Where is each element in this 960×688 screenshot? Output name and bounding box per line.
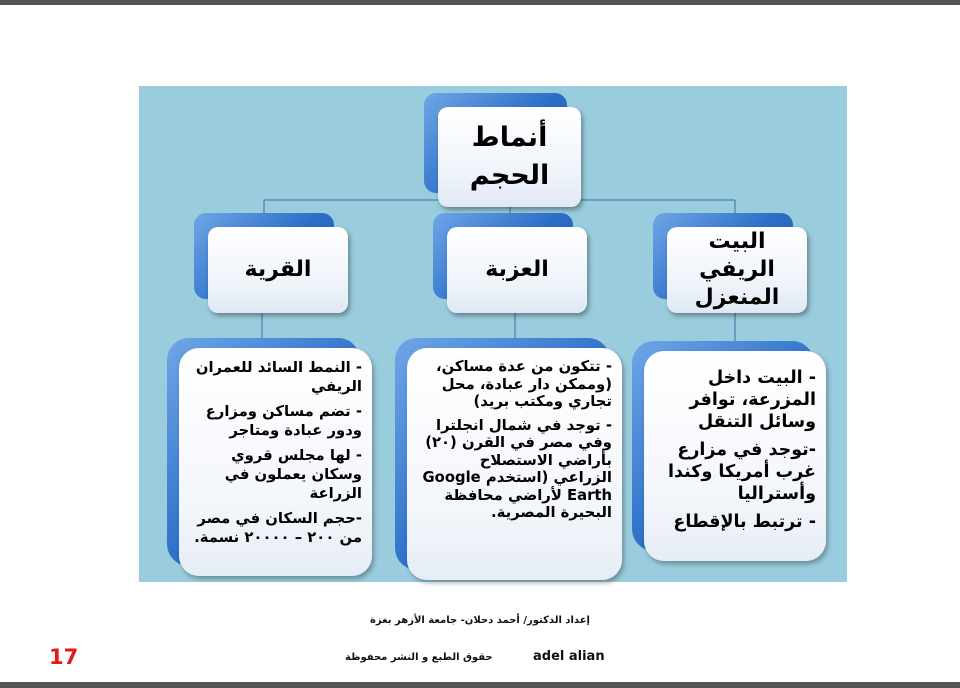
list-item: - تضم مساكن ومزارع ودور عبادة ومتاجر [205,403,362,439]
branch-label: العزبة [447,227,587,313]
list-item: - تتكون من عدة مساكن، (وممكن دار عبادة، محل تجاري ومكتب بريد) [435,358,612,410]
page-number: 17 [49,645,79,669]
list-item: - توجد في شمال انجلترا وفي مصر في القرن (٢٠) بأراضي الاستصلاح الزراعي (استخدم Google Earth لأراضي محافظة البحيرة المصرية. [422,416,612,521]
bottom-border [0,682,960,688]
branch-label: القرية [208,227,348,313]
content-box-village [179,348,372,576]
content-box-isolated-house [644,351,826,561]
branch-node-estate [447,227,587,313]
copyright-notice: حقوق الطبع و النشر محفوظة [345,652,493,663]
root-node-label: أنماط الحجم [438,107,581,207]
top-border [0,0,960,5]
list-item: - لها مجلس قروي وسكان يعملون في الزراعة [224,447,362,502]
root-node [438,107,581,207]
list-item: -توجد في مزارع غرب أمريكا وكندا وأستراليا [668,440,816,504]
author-name: adel alian [533,649,605,664]
list-item: -حجم السكان في مصر من ٢٠٠ – ٢٠٠٠٠ نسمة. [194,510,362,546]
list-item: - البيت داخل المزرعة، توافر وسائل التنقل [689,368,816,432]
list-item: - النمط السائد للعمران الريفي [195,359,362,395]
content-box-estate [407,348,622,580]
branch-label: البيت الريفي المنعزل [667,227,807,313]
branch-node-village [208,227,348,313]
hierarchy-diagram [139,86,847,582]
branch-node-isolated-house [667,227,807,313]
author-credit: إعداد الدكتور/ أحمد دحلان- جامعة الأزهر بغزة [370,615,590,626]
list-item: - ترتبط بالإقطاع [673,512,816,532]
